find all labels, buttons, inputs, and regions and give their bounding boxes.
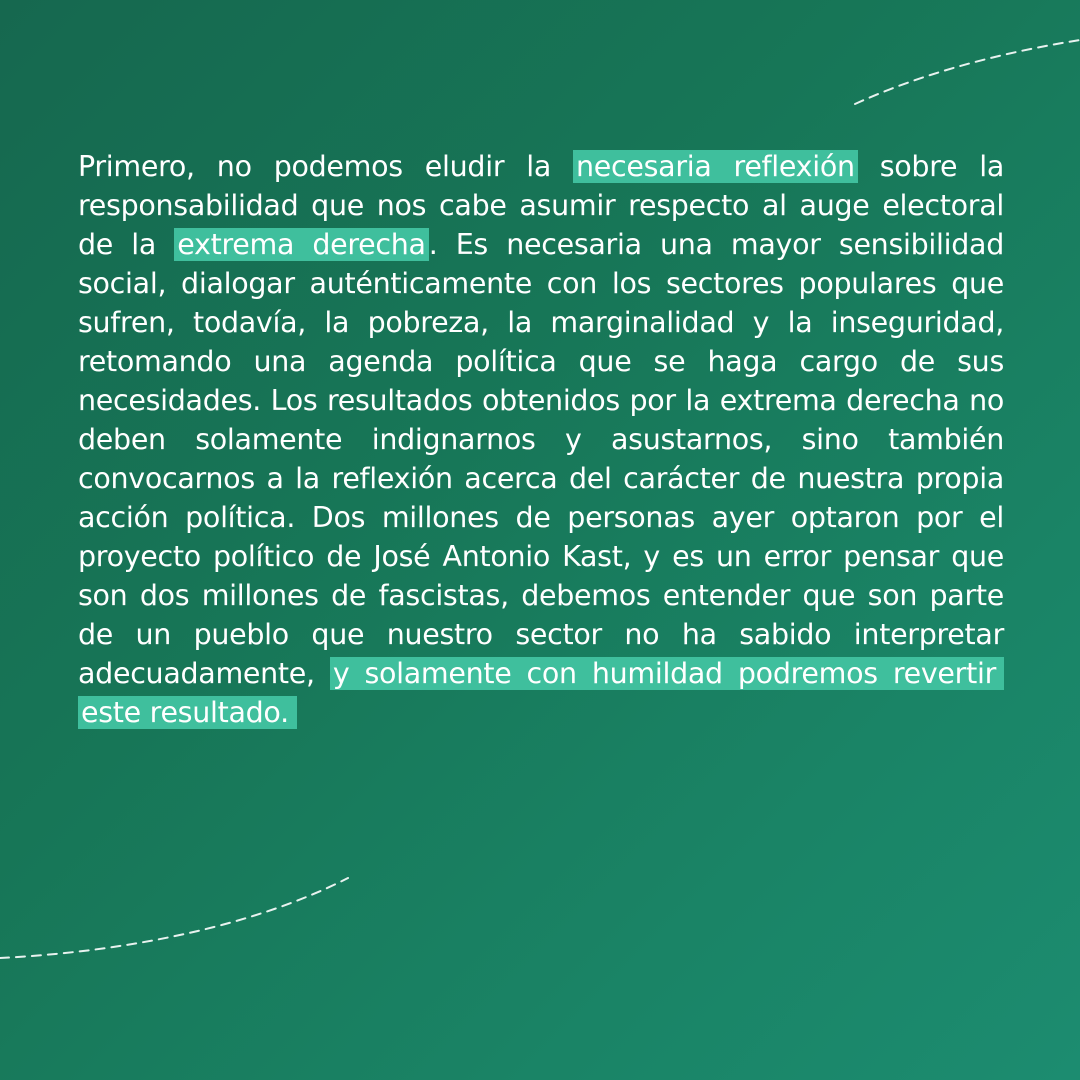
top-right-dashed-arc [855, 40, 1080, 104]
quote-text-2: sobre la responsabilidad que nos cabe asumir respecto al auge electoral de la [78, 150, 1005, 261]
quote-paragraph [78, 147, 1004, 732]
quote-text-3: . Es necesaria una mayor sensibilidad social, dialogar auténticamente con los sectores populares que sufren, todavía, la pobreza, la marginalidad y la inseguridad, retomando una agenda política que se haga cargo de sus necesidades. Los resultados obtenidos por la extrema derecha no deben solamente indignarnos y asustarnos, sino también convocarnos a la reflexión acerca del carácter de nuestra propia acción política. Dos millones de personas ayer optaron por el proyecto político de José Antonio Kast, y es un error pensar que son dos millones de fascistas, debemos entender que son parte de un pueblo que nuestro sector no ha sabido interpretar adecuadamente, [78, 228, 1004, 690]
quote-text-1: Primero, no podemos eludir la [78, 150, 574, 183]
highlight-necesaria-reflexion: necesaria reflexión [573, 150, 858, 183]
highlight-extrema-derecha: extrema derecha [174, 228, 428, 261]
bottom-left-dashed-arc [0, 878, 348, 958]
highlight-closing-sentence: y solamente con humildad podremos revertir este resultado. [78, 657, 1004, 729]
